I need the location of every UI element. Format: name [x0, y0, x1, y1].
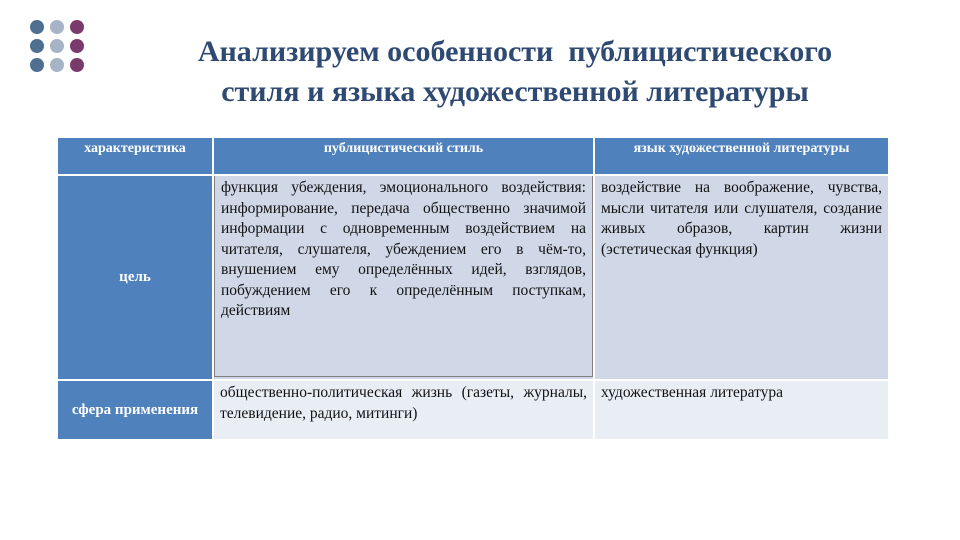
comparison-table: [56, 136, 890, 441]
decor-dot: [70, 58, 84, 72]
header-publicistic-style: публицистический стиль: [213, 137, 594, 175]
row-label-sphere: сфера применения: [57, 380, 213, 440]
cell-sphere-publicistic: общественно-политическая жизнь (газеты, журналы, телевидение, радио, митинги): [213, 380, 594, 440]
cell-goal-artistic: воздействие на воображение, чувства, мысли читателя или слушателя, создание живых образов, картин жизни (эстетическая функция): [594, 175, 889, 380]
slide-title: [100, 32, 930, 112]
cell-goal-publicistic: [213, 175, 594, 380]
title-line-2: стиля и языка художественной литературы: [221, 75, 809, 108]
header-artistic-language: язык художественной литературы: [594, 137, 889, 175]
decor-dot: [70, 20, 84, 34]
decor-dot: [50, 39, 64, 53]
title-line-1: Анализируем особенности публицистического: [197, 35, 833, 68]
cell-goal-publicistic-text: функция убеждения, эмоционального воздействия: информирование, передача общественно значимой информации с одновременным воздействием на читателя, слушателя, убеждением его в чём-то, внушением ему определённых идей, взглядов, побуждением его к определённым поступкам, действиям: [214, 176, 593, 377]
decor-dot: [70, 39, 84, 53]
table-row: [57, 175, 889, 380]
decor-dot: [50, 58, 64, 72]
decor-dot: [30, 39, 44, 53]
table-header-row: [57, 137, 889, 175]
header-characteristic: характеристика: [57, 137, 213, 175]
cell-sphere-artistic: художественная литература: [594, 380, 889, 440]
decorative-dots: [30, 20, 84, 72]
row-label-goal: цель: [57, 175, 213, 380]
table-row: [57, 380, 889, 440]
decor-dot: [30, 58, 44, 72]
decor-dot: [30, 20, 44, 34]
decor-dot: [50, 20, 64, 34]
